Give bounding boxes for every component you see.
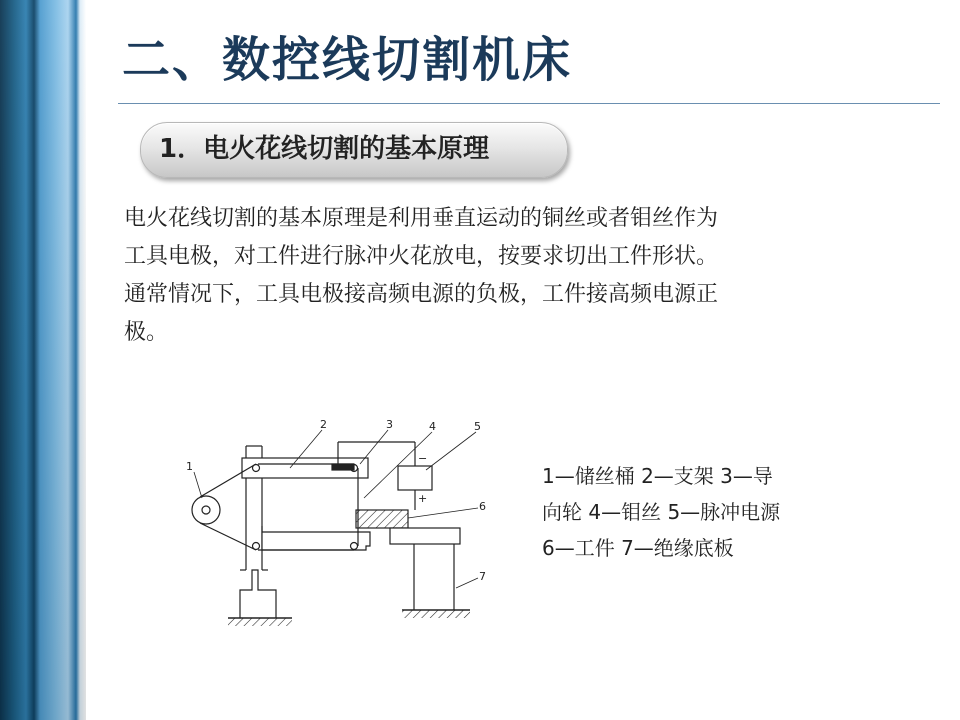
diagram-label-1: 1 <box>186 460 193 473</box>
polarity-minus: − <box>418 452 428 465</box>
page-title: 二、数控线切割机床 <box>122 32 573 88</box>
body-line: 电火花线切割的基本原理是利用垂直运动的铜丝或者钼丝作为 <box>124 206 719 231</box>
polarity-plus: + <box>418 492 428 505</box>
diagram-label-3: 3 <box>386 418 393 431</box>
diagram-label-5: 5 <box>474 420 481 433</box>
body-line: 通常情况下，工具电极接高频电源的负极，工件接高频电源正 <box>124 282 719 307</box>
body-paragraph <box>124 200 864 352</box>
diagram-label-4: 4 <box>429 420 436 433</box>
leader-lines <box>194 430 478 588</box>
body-line: 极。 <box>124 320 169 345</box>
section-heading: 1．电火花线切割的基本原理 <box>159 134 490 164</box>
legend-line: 1—储丝桶 2—支架 3—导 <box>542 464 773 488</box>
upper-arm <box>242 458 368 478</box>
workpiece <box>356 510 408 528</box>
diagram-label-7: 7 <box>479 570 486 583</box>
lower-arm <box>253 526 371 550</box>
wire-drum <box>192 496 220 524</box>
wire-edm-diagram <box>180 418 510 650</box>
wire-drum-hub <box>202 506 210 514</box>
base-pedestal <box>240 570 276 618</box>
insulating-base <box>390 528 470 618</box>
legend-line: 6—工件 7—绝缘底板 <box>542 536 734 560</box>
section-heading-pill <box>140 122 568 178</box>
diagram-legend <box>542 458 862 566</box>
ground-hatch-left <box>228 618 292 626</box>
diagram-label-2: 2 <box>320 418 327 431</box>
diagram-label-6: 6 <box>479 500 486 513</box>
body-line: 工具电极，对工件进行脉冲火花放电，按要求切出工件形状。 <box>124 244 719 269</box>
side-decor-bar <box>0 0 86 720</box>
title-divider <box>118 103 940 104</box>
legend-line: 向轮 4—钼丝 5—脉冲电源 <box>542 500 781 524</box>
